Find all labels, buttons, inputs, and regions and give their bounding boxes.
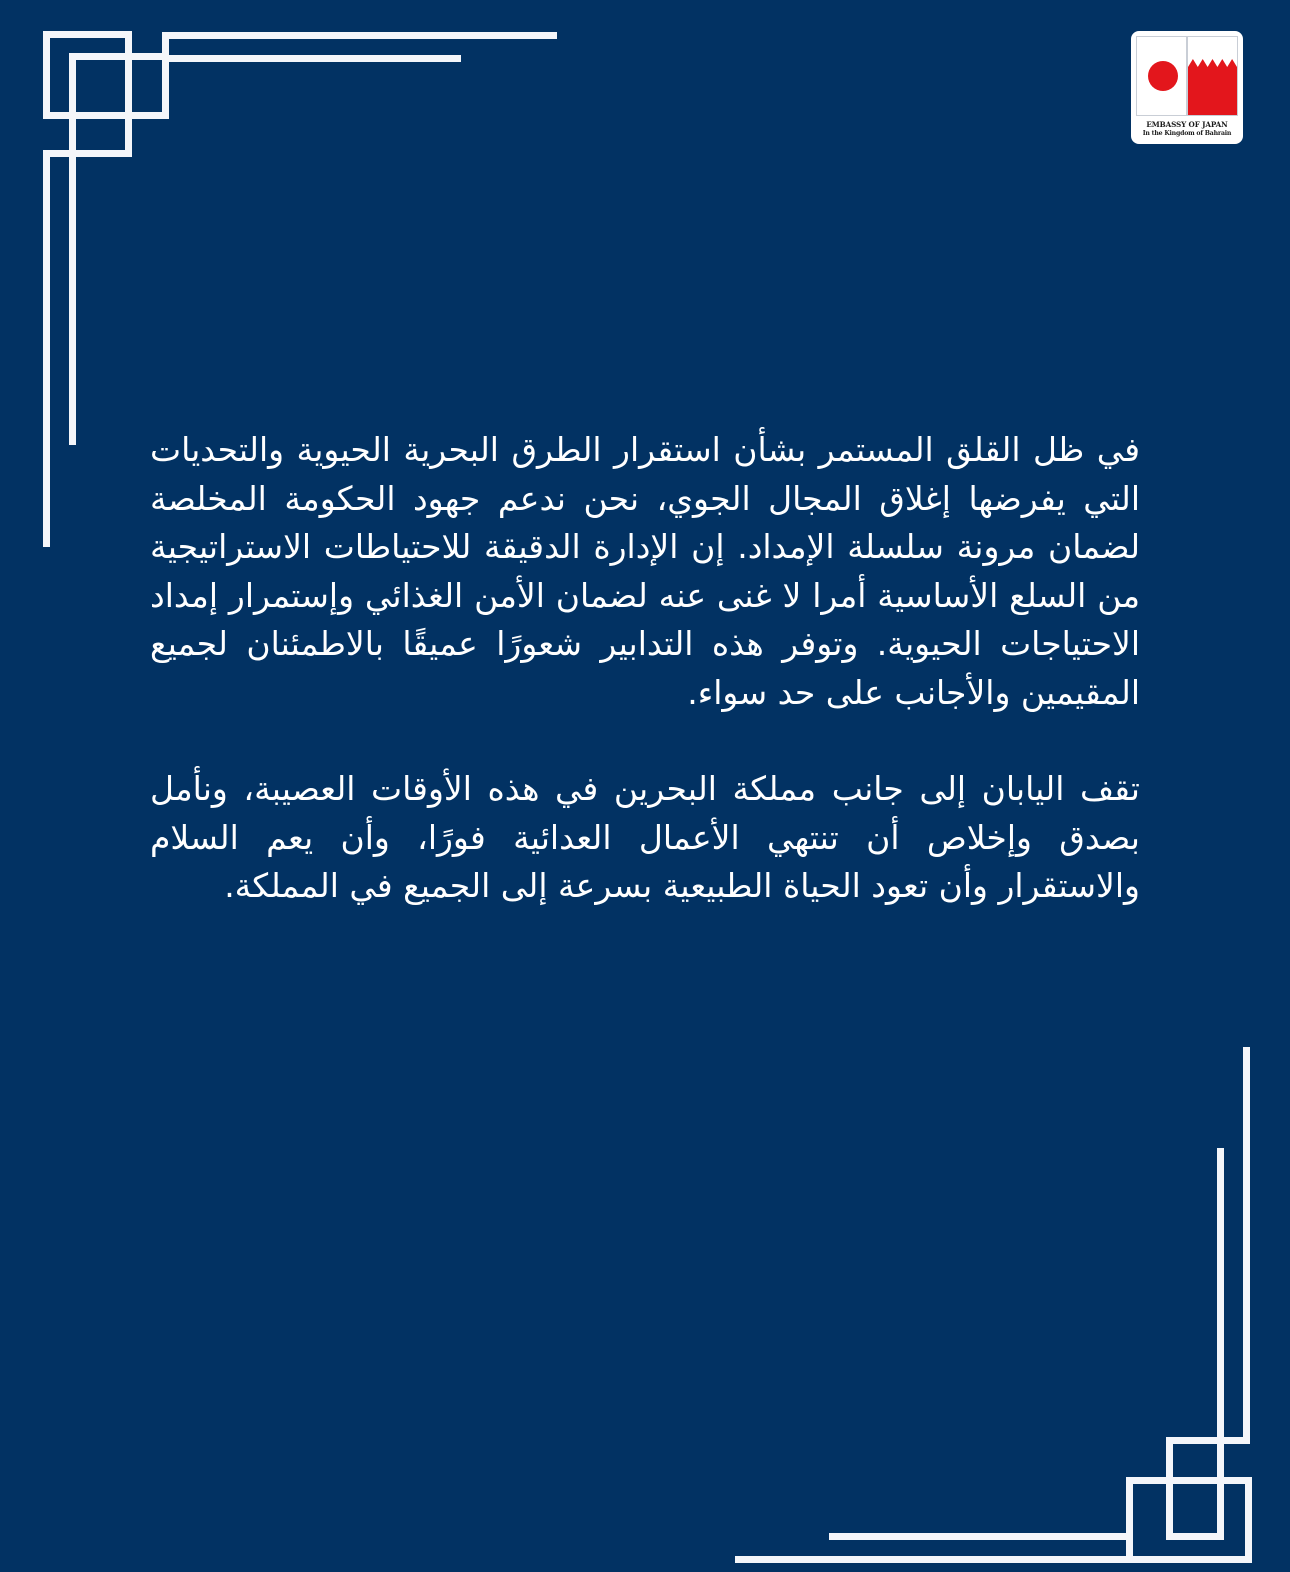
- ornament-line: [69, 112, 76, 445]
- statement-paragraph: تقف اليابان إلى جانب مملكة البحرين في هذه الأوقات العصيبة، ونأمل بصدق وإخلاص أن تنتهي الأعمال العدائية فورًا، وأن يعم السلام والاستقرار وأن تعود الحياة الطبيعية بسرعة إلى الجميع في المملكة.: [150, 769, 1140, 905]
- ornament-line: [162, 32, 169, 119]
- ornament-line: [829, 1533, 1129, 1540]
- logo-title: EMBASSY OF JAPAN: [1146, 120, 1228, 129]
- statement-body: [150, 426, 1140, 911]
- ornament-line: [1217, 1148, 1224, 1481]
- ornament-line: [1126, 1477, 1133, 1563]
- bahrain-flag-icon: [1188, 37, 1237, 115]
- ornament-square: [69, 112, 132, 157]
- ornament-line: [735, 1556, 1133, 1563]
- embassy-logo: [1131, 31, 1243, 144]
- logo-subtitle: In the Kingdom of Bahrain: [1142, 130, 1232, 137]
- japan-flag-icon: [1137, 37, 1188, 115]
- ornament-square: [69, 53, 169, 119]
- statement-paragraph: في ظل القلق المستمر بشأن استقرار الطرق البحرية الحيوية والتحديات التي يفرضها إغلاق المجال الجوي، نحن ندعم جهود الحكومة المخلصة لضمان مرونة سلسلة الإمداد. إن الإدارة الدقيقة للاحتياطات الاستراتيجية من السلع الأساسية أمرا لا غنى عنه لضمان الأمن الغذائي وإستمرار إمداد الاحتياجات الحيوية. وتوفر هذه التدابير شعورًا عميقًا بالاطمئنان لجميع المقيمين والأجانب على حد سواء.: [150, 430, 1140, 712]
- logo-flags: [1136, 36, 1238, 116]
- ornament-line: [43, 150, 50, 547]
- bahrain-flag-shape: [1188, 37, 1237, 115]
- ornament-square: [1166, 1477, 1224, 1540]
- ornament-line: [169, 55, 461, 62]
- ornament-line: [1243, 1047, 1250, 1444]
- japan-sun-disc: [1148, 61, 1178, 91]
- ornament-line: [162, 32, 557, 39]
